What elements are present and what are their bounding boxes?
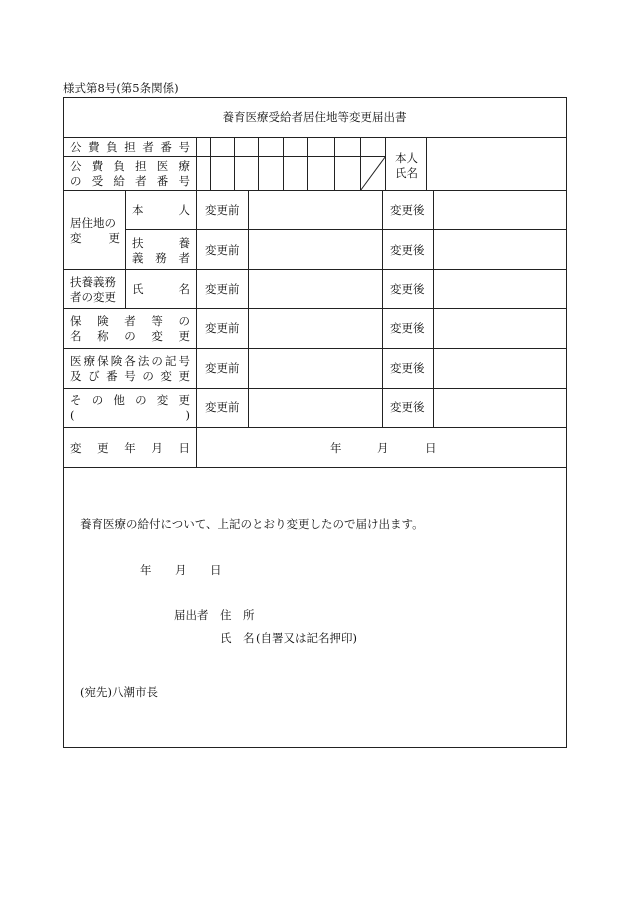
label-residence-change-l1: 居住地の: [70, 216, 116, 230]
name-label: 氏 名: [220, 631, 255, 645]
after-label: 変更後: [390, 243, 425, 257]
form-border: [64, 98, 567, 748]
sign-date-day: 日: [210, 563, 222, 577]
label-dependent-change-l2: 者の変更: [70, 290, 116, 304]
form-title: 養育医療受給者居住地等変更届出書: [222, 110, 407, 124]
before-label: 変更前: [205, 361, 240, 375]
signature-note: (自署又は記名押印): [256, 631, 357, 645]
label-public-payer-number: 公 費 負 担 者 番 号: [70, 140, 190, 154]
before-label: 変更前: [205, 203, 240, 217]
label-change-date: 変 更 年 月 日: [70, 441, 190, 455]
before-label: 変更前: [205, 243, 240, 257]
label-self: 本 人: [132, 203, 190, 217]
after-label: 変更後: [390, 203, 425, 217]
form-number: 様式第8号(第5条関係): [63, 81, 179, 95]
after-label: 変更後: [390, 400, 425, 414]
date-day-char: 日: [425, 441, 437, 455]
label-dependent-l2: 義 務 者: [132, 251, 190, 265]
label-person-name-l1: 本人: [395, 151, 418, 165]
label-person-name-l2: 氏名: [395, 166, 418, 180]
date-month-char: 月: [377, 441, 389, 455]
before-label: 変更前: [205, 321, 240, 335]
date-year-char: 年: [330, 441, 342, 455]
label-insurer-change-l1: 保 険 者 等 の: [70, 314, 190, 328]
after-label: 変更後: [390, 361, 425, 375]
after-label: 変更後: [390, 321, 425, 335]
label-dependent-change-l1: 扶養義務: [70, 275, 116, 289]
label-insurer-change-l2: 名 称 の 変 更: [70, 329, 190, 343]
address-label: 住 所: [220, 608, 255, 622]
sign-date-month: 月: [175, 563, 187, 577]
label-insurance-law-l1: 医 療 保 険 各 法 の 記 号: [70, 354, 190, 368]
label-insurance-law-l2: 及 び 番 号 の 変 更: [70, 369, 190, 383]
label-recipient-number-l1: 公 費 負 担 医 療: [70, 159, 190, 173]
before-label: 変更前: [205, 400, 240, 414]
label-other-change-l2: ( ): [70, 408, 190, 422]
label-other-change-l1: そ の 他 の 変 更: [70, 393, 190, 407]
notifier-label: 届出者: [174, 608, 209, 622]
label-name: 氏 名: [132, 282, 190, 296]
addressee: (宛先)八潮市長: [80, 685, 158, 699]
statement-text: 養育医療の給付について、上記のとおり変更したので届け出ます。: [80, 517, 424, 531]
before-label: 変更前: [205, 282, 240, 296]
after-label: 変更後: [390, 282, 425, 296]
label-recipient-number-l2: の 受 給 者 番 号: [70, 174, 190, 188]
label-residence-change-l2: 変 更: [70, 231, 120, 245]
sign-date-year: 年: [140, 563, 152, 577]
label-dependent-l1: 扶 養: [132, 236, 190, 250]
